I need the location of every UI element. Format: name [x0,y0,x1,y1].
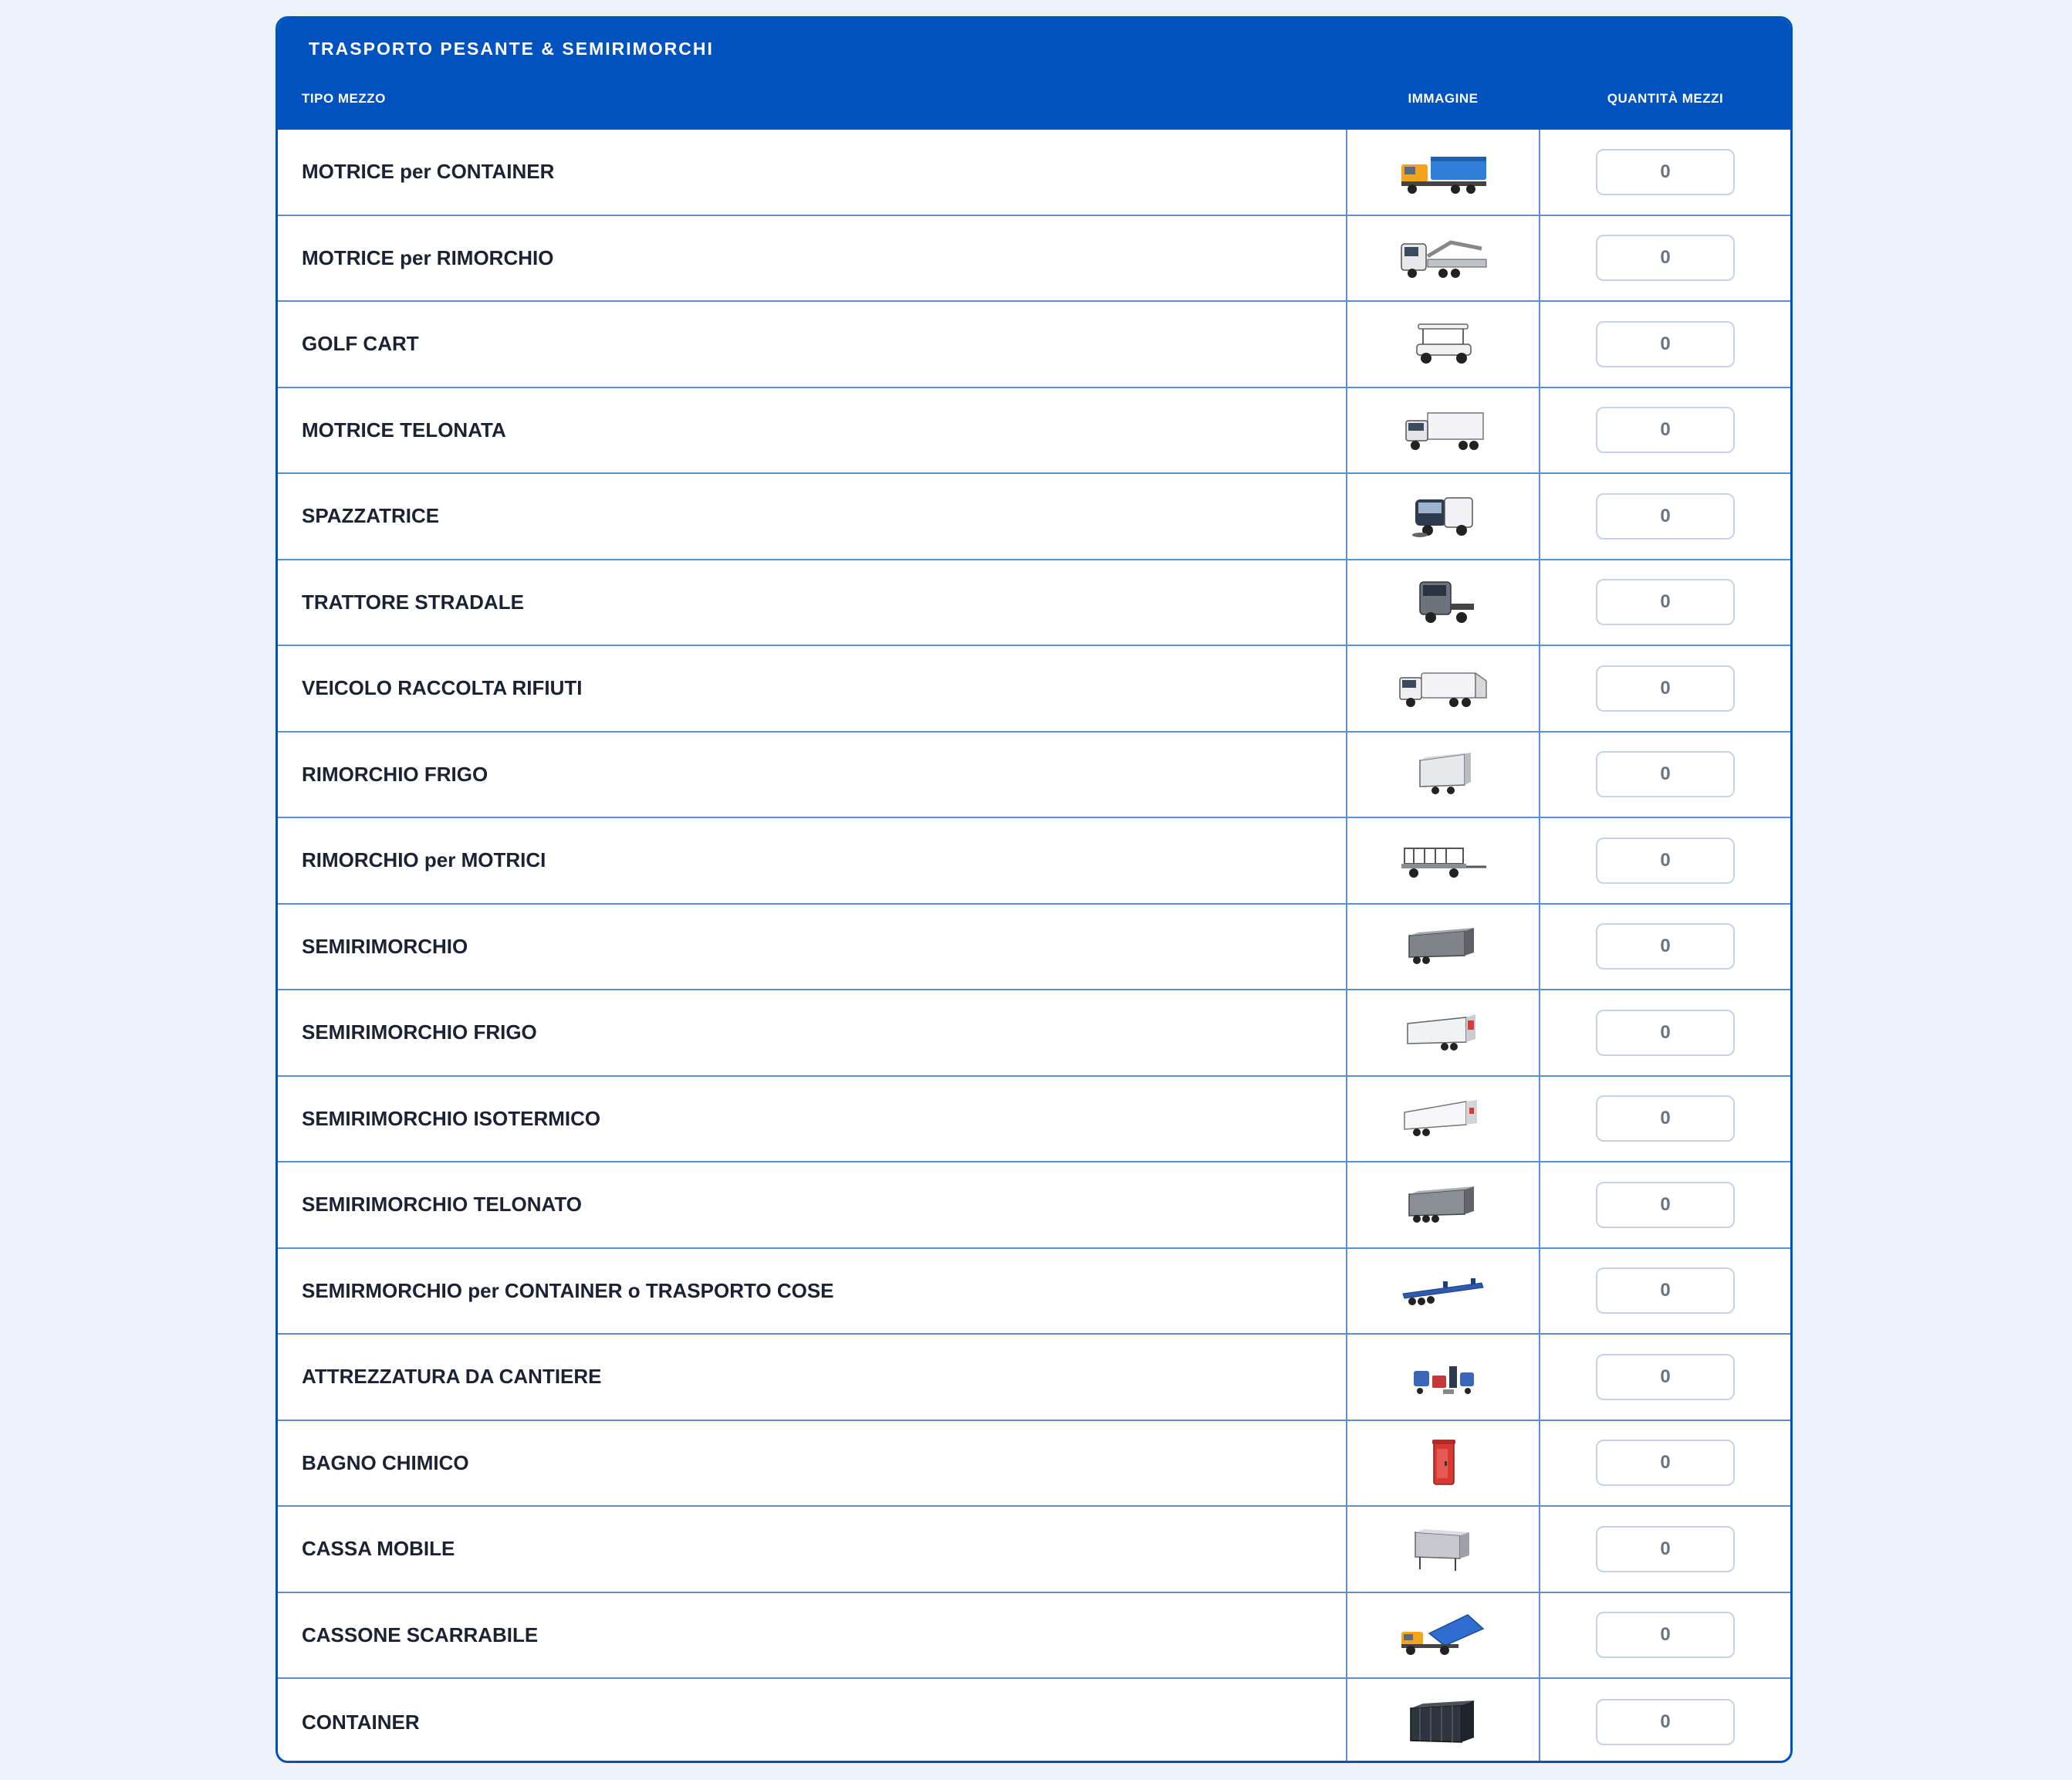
quantity-input[interactable]: 0 [1596,1095,1735,1142]
vehicle-image-cell [1346,646,1540,731]
vehicle-name: SEMIRIMORCHIO [302,934,468,958]
vehicle-name: SEMIRIMORCHIO FRIGO [302,1020,537,1044]
quantity-cell [1540,1077,1790,1162]
table-row [278,388,1790,475]
quantity-cell [1540,818,1790,903]
vehicle-image-cell [1346,1593,1540,1678]
quantity-cell [1540,646,1790,731]
vehicle-image-cell [1346,990,1540,1075]
vehicle-image-cell [1346,302,1540,387]
tarp-semitrailer-icon [1397,1180,1489,1230]
table-row [278,990,1790,1077]
vehicle-image-cell [1346,216,1540,301]
table-row [278,1249,1790,1335]
table-header [278,19,1790,130]
roll-off-truck-icon [1397,1610,1489,1660]
quantity-input[interactable]: 0 [1596,579,1735,625]
vehicle-image-cell [1346,1162,1540,1247]
isothermal-semitrailer-icon [1397,1094,1489,1143]
table-row [278,1593,1790,1680]
portable-toilet-icon [1397,1438,1489,1487]
quantity-input[interactable]: 0 [1596,923,1735,970]
quantity-input[interactable]: 0 [1596,665,1735,712]
quantity-cell [1540,560,1790,645]
column-header-quantity: QUANTITÀ MEZZI [1607,91,1724,106]
table-row [278,1507,1790,1593]
vehicle-image-cell [1346,474,1540,559]
quantity-cell [1540,990,1790,1075]
quantity-input[interactable]: 0 [1596,751,1735,797]
quantity-input[interactable]: 0 [1596,1010,1735,1056]
vehicle-image-cell [1346,1335,1540,1420]
quantity-cell [1540,1162,1790,1247]
vehicle-image-cell [1346,1507,1540,1592]
garbage-truck-icon [1397,664,1489,713]
quantity-cell [1540,1507,1790,1592]
quantity-cell [1540,1249,1790,1334]
vehicle-image-cell [1346,560,1540,645]
shipping-container-icon [1397,1697,1489,1747]
box-truck-icon [1397,405,1489,455]
vehicle-image-cell [1346,1249,1540,1334]
vehicle-name: SEMIRIMORCHIO TELONATO [302,1193,583,1217]
table-row [278,1335,1790,1421]
vehicle-name: CASSA MOBILE [302,1537,455,1561]
table-row [278,560,1790,647]
swap-body-icon [1397,1525,1489,1574]
vehicle-name: SEMIRIMORCHIO ISOTERMICO [302,1106,601,1130]
quantity-input[interactable]: 0 [1596,1267,1735,1314]
vehicle-name: SEMIRMORCHIO per CONTAINER o TRASPORTO COSE [302,1278,834,1302]
quantity-cell [1540,388,1790,473]
container-chassis-icon [1397,1266,1489,1315]
column-header-type: TIPO MEZZO [302,91,386,106]
table-row [278,1679,1790,1763]
vehicle-image-cell [1346,905,1540,990]
vehicle-name: CASSONE SCARRABILE [302,1623,539,1646]
quantity-cell [1540,302,1790,387]
quantity-input[interactable]: 0 [1596,235,1735,281]
table-row [278,1421,1790,1508]
quantity-input[interactable]: 0 [1596,1354,1735,1400]
quantity-cell [1540,216,1790,301]
quantity-input[interactable]: 0 [1596,1612,1735,1658]
table-body [278,130,1790,1763]
vehicle-name: TRATTORE STRADALE [302,590,524,614]
table-row [278,733,1790,819]
vehicle-image-cell [1346,818,1540,903]
quantity-input[interactable]: 0 [1596,1699,1735,1745]
container-truck-icon [1397,147,1489,197]
vehicle-name: RIMORCHIO FRIGO [302,762,488,786]
vehicle-name: ATTREZZATURA DA CANTIERE [302,1365,602,1389]
table-row [278,1077,1790,1163]
tractor-unit-icon [1397,577,1489,627]
vehicle-name: MOTRICE per RIMORCHIO [302,245,554,269]
refrigerated-trailer-icon [1397,750,1489,799]
vehicle-name: MOTRICE per CONTAINER [302,160,555,184]
golf-cart-icon [1397,320,1489,369]
table-row [278,818,1790,905]
vehicle-image-cell [1346,733,1540,817]
refrigerated-semitrailer-icon [1397,1008,1489,1058]
vehicle-name: VEICOLO RACCOLTA RIFIUTI [302,676,583,700]
quantity-input[interactable]: 0 [1596,838,1735,884]
table-row [278,905,1790,991]
quantity-cell [1540,130,1790,215]
table-row [278,130,1790,216]
quantity-cell [1540,474,1790,559]
table-row [278,474,1790,560]
street-sweeper-icon [1397,492,1489,541]
vehicle-image-cell [1346,1077,1540,1162]
table-row [278,302,1790,388]
vehicle-name: SPAZZATRICE [302,504,440,528]
crane-truck-icon [1397,233,1489,283]
vehicle-image-cell [1346,130,1540,215]
quantity-input[interactable]: 0 [1596,1526,1735,1572]
table-title: TRASPORTO PESANTE & SEMIRIMORCHI [309,39,714,59]
flatbed-trailer-icon [1397,836,1489,885]
quantity-input[interactable]: 0 [1596,1182,1735,1228]
quantity-input[interactable]: 0 [1596,407,1735,453]
vehicle-name: GOLF CART [302,332,419,356]
vehicle-image-cell [1346,1421,1540,1506]
vehicle-image-cell [1346,1679,1540,1763]
vehicle-name: MOTRICE TELONATA [302,418,506,442]
table-row [278,216,1790,303]
quantity-cell [1540,1421,1790,1506]
quantity-cell [1540,905,1790,990]
quantity-input[interactable]: 0 [1596,493,1735,540]
quantity-cell [1540,1679,1790,1763]
table-row [278,646,1790,733]
vehicle-image-cell [1346,388,1540,473]
construction-equipment-icon [1397,1352,1489,1402]
column-header-image: IMMAGINE [1408,91,1479,106]
vehicle-name: CONTAINER [302,1710,420,1734]
quantity-cell [1540,1593,1790,1678]
quantity-input[interactable]: 0 [1596,1440,1735,1486]
quantity-cell [1540,1335,1790,1420]
vehicle-name: RIMORCHIO per MOTRICI [302,848,546,872]
quantity-input[interactable]: 0 [1596,321,1735,367]
table-row [278,1162,1790,1249]
quantity-cell [1540,733,1790,817]
semitrailer-icon [1397,922,1489,971]
vehicle-name: BAGNO CHIMICO [302,1450,469,1474]
quantity-input[interactable]: 0 [1596,149,1735,195]
vehicle-table-card [275,16,1793,1763]
